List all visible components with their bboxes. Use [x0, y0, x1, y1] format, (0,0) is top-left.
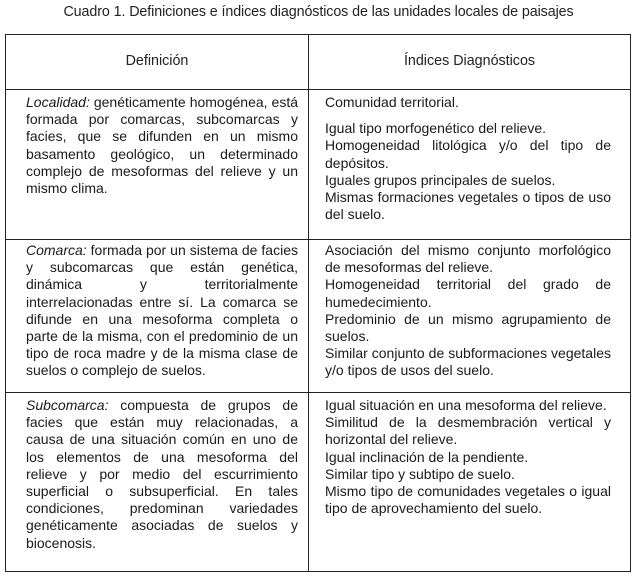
index-item: Similar tipo y subtipo de suelo.: [325, 465, 515, 482]
index-item: Similar conjunto de subformaciones vegetales y/o tipos de usos del suelo.: [325, 345, 611, 379]
index-item: Igual inclinación de la pendiente.: [325, 448, 529, 465]
index-item: Similitud de la desmembración vertical y horizontal del relieve.: [325, 414, 611, 448]
definition-cell: [6, 393, 309, 572]
definitions-table: [5, 34, 631, 572]
header-row: [6, 35, 631, 90]
index-item: Homogeneidad territorial del grado de humedecimiento.: [325, 276, 611, 310]
index-item: Igual tipo morfogenético del relieve.: [325, 120, 547, 137]
term-label: Comarca:: [26, 242, 87, 258]
indices-cell: [309, 393, 631, 572]
term-label: Localidad:: [26, 94, 90, 110]
indices-cell: [309, 90, 631, 240]
index-item: Mismas formaciones vegetales o tipos de uso del suelo.: [325, 189, 611, 223]
header-indices: Índices Diagnósticos: [309, 35, 631, 90]
index-item: Predominio de un mismo agrupamiento de suelos.: [325, 310, 611, 345]
table-row-comarca: [6, 240, 631, 393]
definition-text: genéticamente homogénea, está formada por comarcas, subcomarcas y facies, que se difunden en un mismo basamento geológico, un determinado complejo de mesoformas del relieve y un mismo clima.: [26, 94, 298, 197]
table-row-localidad: [6, 90, 631, 240]
index-item: Homogeneidad litológica y/o del tipo de depósitos.: [325, 137, 611, 171]
definition-cell: [6, 90, 309, 240]
index-item: Igual situación en una mesoforma del relieve.: [325, 397, 607, 413]
definition-text: compuesta de grupos de facies que están muy relacionadas, a causa de una situación común en uno de los elementos de una mesoforma del relieve y por medio del escurrimiento superficial o subsuperficial. En tales condiciones, predominan variedades genéticamente asociadas de suelos y biocenosis.: [26, 397, 298, 551]
definition-text: formada por un sistema de facies y subcomarcas que están genética, dinámica y territorialmente interrelacionadas entre sí. La comarca se difunde en una mesoforma completa o parte de la misma, con el predominio de un tipo de roca madre y de la misma clase de suelos o complejo de suelos.: [26, 242, 298, 379]
header-definition: Definición: [6, 35, 309, 90]
term-label: Subcomarca:: [26, 397, 109, 413]
index-item: Comunidad territorial.: [325, 94, 459, 110]
index-item: Mismo tipo de comunidades vegetales o igual tipo de aprovechamiento del suelo.: [325, 483, 611, 517]
index-item: Iguales grupos principales de suelos.: [325, 171, 556, 188]
table-caption: Cuadro 1. Definiciones e índices diagnósticos de las unidades locales de paisajes: [63, 4, 574, 20]
indices-cell: [309, 240, 631, 393]
index-item: Asociación del mismo conjunto morfológico de mesoformas del relieve.: [325, 242, 611, 276]
definition-cell: [6, 240, 309, 393]
table-row-subcomarca: [6, 393, 631, 572]
